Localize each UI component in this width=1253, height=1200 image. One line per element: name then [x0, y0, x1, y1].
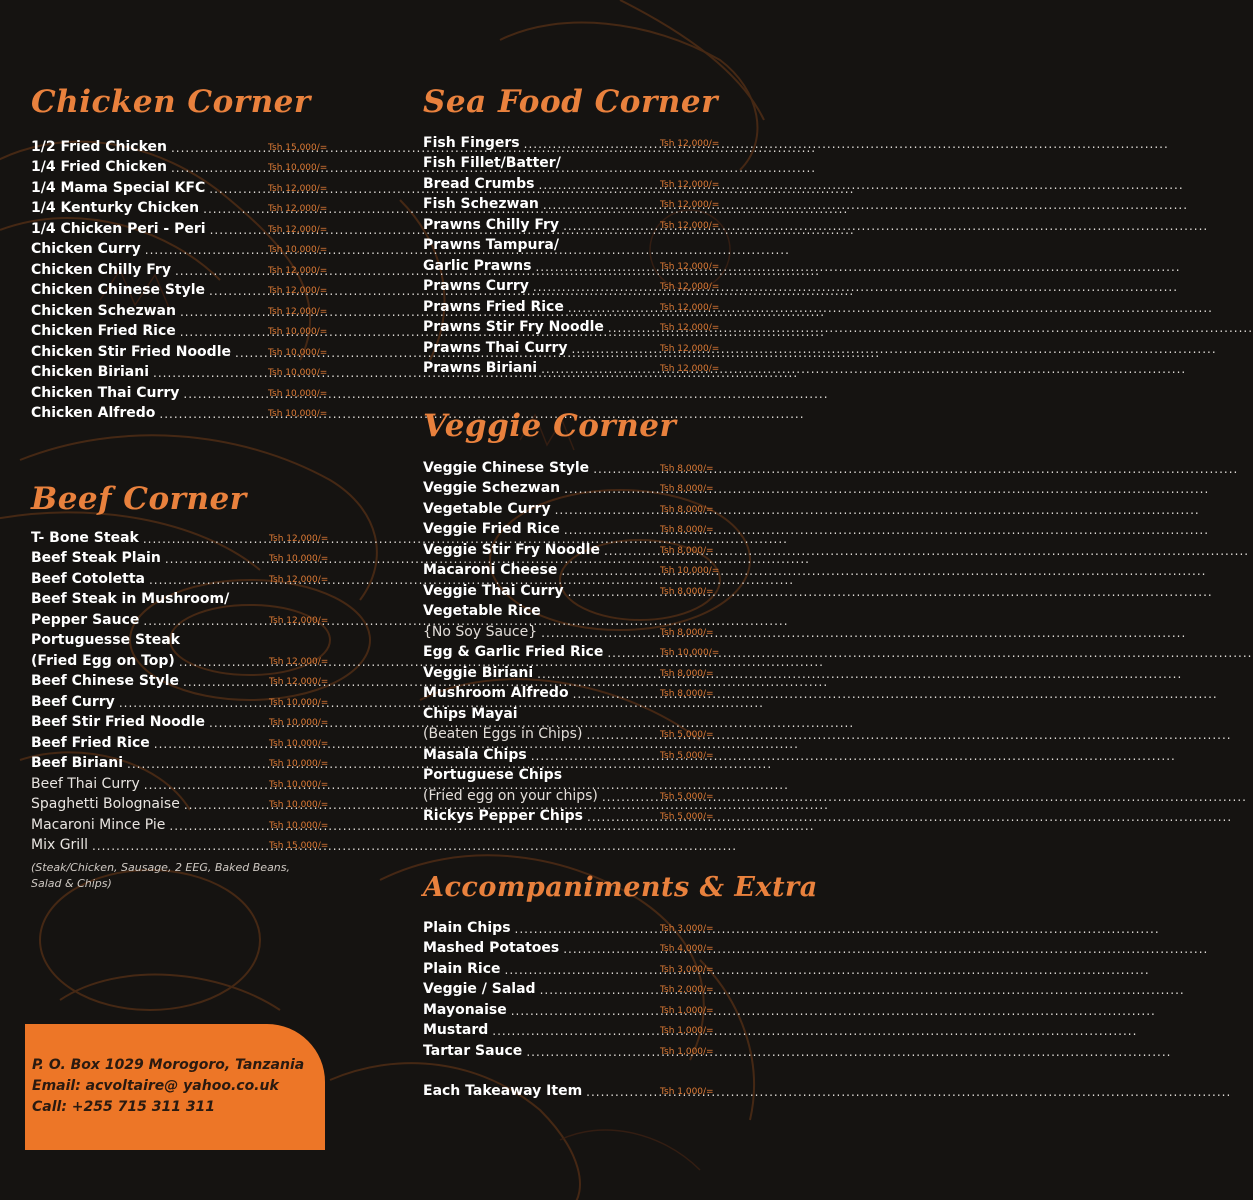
menu-item [31, 629, 254, 650]
veggie-corner-section [423, 404, 723, 825]
menu-item-price: Tsh 8,000/= [660, 586, 714, 597]
menu-item [31, 526, 329, 547]
menu-item [31, 238, 328, 259]
menu-item-price: Tsh 10,000/= [660, 566, 720, 576]
menu-item-name: Veggie Chinese Style [423, 459, 590, 476]
menu-item-price: Tsh 10,000/= [268, 327, 328, 337]
extras-section [423, 866, 818, 1100]
takeaway-item-price: Tsh 1,000/= [660, 1087, 714, 1097]
menu-item [423, 477, 714, 498]
menu-item-name: Veggie Biriani [423, 664, 534, 681]
menu-item [31, 176, 328, 197]
menu-item-price: Tsh 10,000/= [268, 347, 328, 358]
menu-item-price: Tsh 12,000/= [269, 615, 329, 626]
menu-item-name: Veggie Schezwan [423, 480, 561, 496]
menu-item-name: Prawns Thai Curry [423, 339, 568, 356]
menu-item-name: Plain Rice [423, 960, 501, 977]
menu-item [423, 661, 714, 682]
menu-item [31, 588, 254, 609]
menu-item-price: Tsh 12,000/= [268, 183, 328, 194]
menu-item [31, 381, 328, 402]
menu-item-name: Rickys Pepper Chips [423, 808, 583, 824]
menu-item [31, 340, 328, 361]
menu-item-price: Tsh 8,000/= [660, 627, 714, 638]
menu-item-name: Veggie / Salad [423, 981, 536, 997]
menu-item-name: 1/4 Kenturky Chicken [31, 200, 200, 216]
menu-item-name: (Fried Egg on Top) [31, 652, 175, 669]
menu-item-name: Plain Chips [423, 919, 511, 936]
mix-grill-note: (Steak/Chicken, Sausage, 2 EEG, Baked Beans, Salad & Chips) [31, 861, 291, 890]
menu-item-name: (Beaten Eggs in Chips) [423, 726, 583, 742]
dot-leader [555, 502, 1200, 518]
dot-leader [541, 625, 1186, 641]
veggie-menu-list [423, 456, 723, 825]
menu-item [423, 998, 714, 1019]
menu-item-name: Beef Fried Rice [31, 734, 150, 751]
menu-item-name: Beef Biriani [31, 755, 124, 771]
menu-item-name: Vegetable Curry [423, 500, 551, 517]
dot-leader [505, 962, 1150, 978]
menu-item-price: Tsh 8,000/= [660, 545, 714, 556]
menu-item [31, 197, 328, 218]
menu-item-price: Tsh 1,000/= [660, 1026, 714, 1036]
menu-item-name: Chips Mayai [423, 705, 518, 722]
menu-item [31, 834, 329, 855]
menu-item-price: Tsh 10,000/= [268, 409, 328, 419]
menu-item-name: Chicken Alfredo [31, 405, 156, 421]
menu-item [423, 641, 720, 662]
menu-item [423, 723, 714, 744]
menu-item [423, 131, 720, 152]
chicken-corner-section [31, 80, 327, 422]
menu-item-price: Tsh 15,000/= [268, 142, 328, 153]
menu-item-name: 1/2 Fried Chicken [31, 138, 167, 155]
menu-item [31, 299, 328, 320]
menu-item [31, 156, 328, 177]
menu-item-price: Tsh 12,000/= [660, 282, 720, 292]
menu-item-name: Chicken Stir Fried Noodle [31, 343, 231, 360]
menu-item [423, 193, 720, 214]
menu-item-name: Beef Cotoletta [31, 570, 145, 587]
menu-item-price: Tsh 10,000/= [269, 554, 329, 564]
takeaway-item-name: Each Takeaway Item [423, 1083, 583, 1099]
menu-item-name: Chicken Chinese Style [31, 282, 206, 298]
menu-item-name: Bread Crumbs [423, 175, 535, 192]
contact-box [25, 1024, 325, 1150]
beef-corner-title: Beef Corner [31, 481, 247, 517]
menu-item-price: Tsh 5,000/= [660, 812, 714, 822]
menu-item [31, 258, 328, 279]
menu-item [423, 518, 714, 539]
menu-item [423, 916, 714, 937]
menu-item-price: Tsh 10,000/= [268, 388, 328, 399]
menu-item-name: Portuguesse Steak [31, 632, 180, 648]
extras-menu-list [423, 916, 723, 1060]
menu-item-price: Tsh 12,000/= [268, 224, 328, 235]
dot-leader [540, 982, 1185, 998]
menu-item [423, 805, 714, 826]
menu-item-price: Tsh 10,000/= [269, 779, 329, 790]
menu-item-price: Tsh 5,000/= [660, 791, 714, 802]
menu-item [423, 1039, 714, 1060]
menu-item [31, 752, 329, 773]
menu-item [31, 649, 329, 670]
dot-leader [492, 1023, 1137, 1039]
menu-item-name: Prawns Biriani [423, 360, 538, 376]
dot-leader [524, 136, 1169, 152]
menu-item-name: Prawns Stir Fry Noodle [423, 319, 604, 335]
menu-item-name: 1/4 Chicken Peri - Peri [31, 220, 206, 237]
dot-leader [511, 1003, 1156, 1019]
menu-item [423, 702, 645, 723]
menu-item-price: Tsh 10,000/= [269, 697, 329, 708]
dot-leader [533, 279, 1178, 295]
menu-item [423, 682, 714, 703]
menu-item-name: Fish Schezwan [423, 196, 539, 212]
menu-item [31, 135, 328, 156]
menu-item-price: Tsh 10,000/= [268, 245, 328, 255]
menu-item [423, 978, 714, 999]
menu-item [423, 316, 720, 337]
menu-item [423, 620, 714, 641]
beef-corner-section [31, 477, 327, 892]
menu-item-name: Beef Stir Fried Noodle [31, 714, 206, 730]
menu-item-price: Tsh 15,000/= [269, 841, 329, 851]
menu-item [423, 743, 714, 764]
menu-item [31, 772, 329, 793]
menu-item [423, 234, 645, 255]
menu-item-name: Mashed Potatoes [423, 940, 560, 956]
menu-item-name: {No Soy Sauce} [423, 623, 538, 640]
contact-address: P. O. Box 1029 Morogoro, Tanzania [32, 1057, 305, 1073]
menu-item [423, 172, 720, 193]
menu-item-price: Tsh 5,000/= [660, 750, 714, 761]
beef-menu-list [31, 526, 327, 854]
menu-item-price: Tsh 4,000/= [660, 944, 714, 954]
dot-leader [539, 177, 1184, 193]
menu-item-name: (Fried egg on your chips) [423, 787, 598, 804]
menu-item [31, 279, 328, 300]
menu-item-name: T- Bone Steak [31, 529, 139, 546]
menu-item [423, 764, 645, 785]
menu-item [423, 600, 645, 621]
menu-item [31, 731, 329, 752]
dot-leader [541, 361, 1186, 377]
menu-item-name: Prawns Fried Rice [423, 298, 564, 315]
menu-item-price: Tsh 12,000/= [269, 656, 329, 667]
menu-item-price: Tsh 12,000/= [660, 138, 720, 149]
menu-item [423, 254, 720, 275]
menu-item-name: 1/4 Fried Chicken [31, 159, 167, 175]
menu-item-name: Garlic Prawns [423, 257, 532, 274]
menu-item-name: Spaghetti Bolognaise [31, 796, 180, 812]
dot-leader [531, 748, 1176, 764]
dot-leader [543, 197, 1188, 213]
menu-item [423, 538, 714, 559]
menu-item-name: Fish Fillet/Batter/ [423, 155, 561, 171]
menu-item [31, 217, 328, 238]
menu-item-price: Tsh 12,000/= [268, 265, 328, 276]
menu-item-name: Beef Thai Curry [31, 775, 140, 792]
menu-item-price: Tsh 12,000/= [660, 364, 720, 374]
menu-item-name: Beef Chinese Style [31, 673, 180, 689]
menu-item [31, 567, 329, 588]
menu-item-name: Macaroni Cheese [423, 562, 558, 578]
dot-leader [92, 838, 737, 854]
chicken-menu-list [31, 135, 327, 422]
menu-item [423, 152, 645, 173]
veggie-corner-title: Veggie Corner [423, 408, 677, 444]
menu-item-price: Tsh 10,000/= [268, 368, 328, 378]
menu-item-price: Tsh 10,000/= [660, 648, 720, 658]
menu-item-price: Tsh 10,000/= [269, 718, 329, 728]
menu-item [423, 456, 714, 477]
menu-item [31, 793, 329, 814]
menu-item [31, 320, 328, 341]
menu-item-name: Tartar Sauce [423, 1042, 523, 1059]
menu-item-price: Tsh 12,000/= [269, 533, 329, 544]
takeaway-item [423, 1080, 714, 1101]
menu-item-price: Tsh 12,000/= [268, 306, 328, 317]
menu-item-name: Chicken Biriani [31, 364, 149, 380]
menu-item-price: Tsh 12,000/= [660, 302, 720, 313]
menu-item-name: Chicken Schezwan [31, 302, 176, 319]
menu-item-name: Prawns Tampura/ [423, 237, 559, 253]
menu-item-price: Tsh 12,000/= [660, 343, 720, 354]
dot-leader [526, 1044, 1171, 1060]
menu-item-price: Tsh 10,000/= [269, 738, 329, 749]
menu-item-price: Tsh 5,000/= [660, 730, 714, 740]
menu-item-name: Fish Fingers [423, 134, 520, 151]
menu-item-name: Chicken Curry [31, 241, 141, 257]
menu-item-name: Beef Steak in Mushroom/ [31, 591, 230, 607]
menu-item [31, 670, 329, 691]
extras-title: Accompaniments & Extra [423, 872, 818, 903]
menu-item-price: Tsh 1,000/= [660, 1046, 714, 1057]
menu-item-name: Veggie Thai Curry [423, 582, 564, 599]
menu-item-price: Tsh 8,000/= [660, 504, 714, 515]
menu-item-price: Tsh 12,000/= [660, 323, 720, 333]
menu-item [423, 1019, 714, 1040]
menu-item-price: Tsh 1,000/= [660, 1005, 714, 1016]
menu-item [31, 813, 329, 834]
menu-item [423, 357, 720, 378]
dot-leader [535, 259, 1180, 275]
menu-item-name: Vegetable Rice [423, 603, 541, 619]
menu-item [31, 608, 329, 629]
menu-item-price: Tsh 12,000/= [660, 261, 720, 272]
menu-item-name: Veggie Fried Rice [423, 521, 560, 537]
menu-item-price: Tsh 12,000/= [660, 179, 720, 190]
menu-item-price: Tsh 8,000/= [660, 463, 714, 474]
contact-phone: Call: +255 715 311 311 [32, 1099, 216, 1115]
menu-item [423, 937, 714, 958]
menu-item-name: Beef Steak Plain [31, 550, 161, 566]
menu-item-price: Tsh 10,000/= [269, 759, 329, 769]
takeaway-list [423, 1080, 723, 1101]
menu-item [423, 336, 720, 357]
menu-item-name: 1/4 Mama Special KFC [31, 179, 206, 196]
menu-item-price: Tsh 12,000/= [268, 286, 328, 296]
menu-item [31, 402, 328, 423]
menu-item-name: Portuguese Chips [423, 767, 563, 783]
menu-item [423, 784, 714, 805]
dot-leader [537, 666, 1182, 682]
menu-item-name: Mushroom Alfredo [423, 685, 569, 701]
seafood-corner-section [423, 80, 723, 377]
menu-item [423, 295, 720, 316]
contact-email: Email: acvoltaire@ yahoo.co.uk [32, 1078, 279, 1094]
dot-leader [515, 921, 1160, 937]
seafood-menu-list [423, 131, 723, 377]
menu-item-name: Prawns Chilly Fry [423, 216, 560, 233]
menu-item-name: Prawns Curry [423, 278, 529, 294]
menu-item-price: Tsh 3,000/= [660, 923, 714, 934]
menu-item-price: Tsh 8,000/= [660, 689, 714, 699]
menu-item [423, 275, 720, 296]
menu-item-name: Pepper Sauce [31, 611, 140, 628]
menu-item-price: Tsh 3,000/= [660, 964, 714, 975]
menu-item [423, 559, 720, 580]
menu-item-price: Tsh 12,000/= [268, 204, 328, 214]
menu-item-name: Chicken Chilly Fry [31, 261, 171, 278]
menu-item-price: Tsh 10,000/= [269, 820, 329, 831]
menu-item-price: Tsh 8,000/= [660, 668, 714, 679]
menu-item-name: Beef Curry [31, 693, 115, 710]
menu-item-price: Tsh 12,000/= [660, 200, 720, 210]
chicken-corner-title: Chicken Corner [31, 84, 311, 120]
menu-item-price: Tsh 2,000/= [660, 985, 714, 995]
menu-item-price: Tsh 10,000/= [268, 163, 328, 173]
menu-item [31, 547, 329, 568]
menu-item [423, 213, 720, 234]
menu-item [31, 711, 329, 732]
menu-item [423, 579, 714, 600]
menu-item-name: Macaroni Mince Pie [31, 816, 166, 833]
menu-item [423, 957, 714, 978]
seafood-corner-title: Sea Food Corner [423, 84, 718, 120]
menu-item-name: Egg & Garlic Fried Rice [423, 644, 604, 660]
menu-item-price: Tsh 12,000/= [660, 220, 720, 231]
menu-item [31, 690, 329, 711]
menu-item-name: Chicken Fried Rice [31, 323, 176, 339]
menu-item-name: Mayonaise [423, 1001, 507, 1018]
dot-leader [561, 563, 1206, 579]
menu-item-name: Chicken Thai Curry [31, 384, 180, 401]
menu-item [423, 497, 714, 518]
menu-item-price: Tsh 10,000/= [269, 800, 329, 810]
menu-item-price: Tsh 12,000/= [269, 677, 329, 687]
menu-item-name: Veggie Stir Fry Noodle [423, 541, 600, 558]
menu-item-name: Masala Chips [423, 746, 527, 763]
menu-item [31, 361, 328, 382]
menu-item-price: Tsh 12,000/= [269, 574, 329, 585]
menu-item-price: Tsh 8,000/= [660, 525, 714, 535]
menu-item-name: Mustard [423, 1022, 489, 1038]
menu-item-name: Mix Grill [31, 837, 88, 853]
menu-item-price: Tsh 8,000/= [660, 484, 714, 494]
